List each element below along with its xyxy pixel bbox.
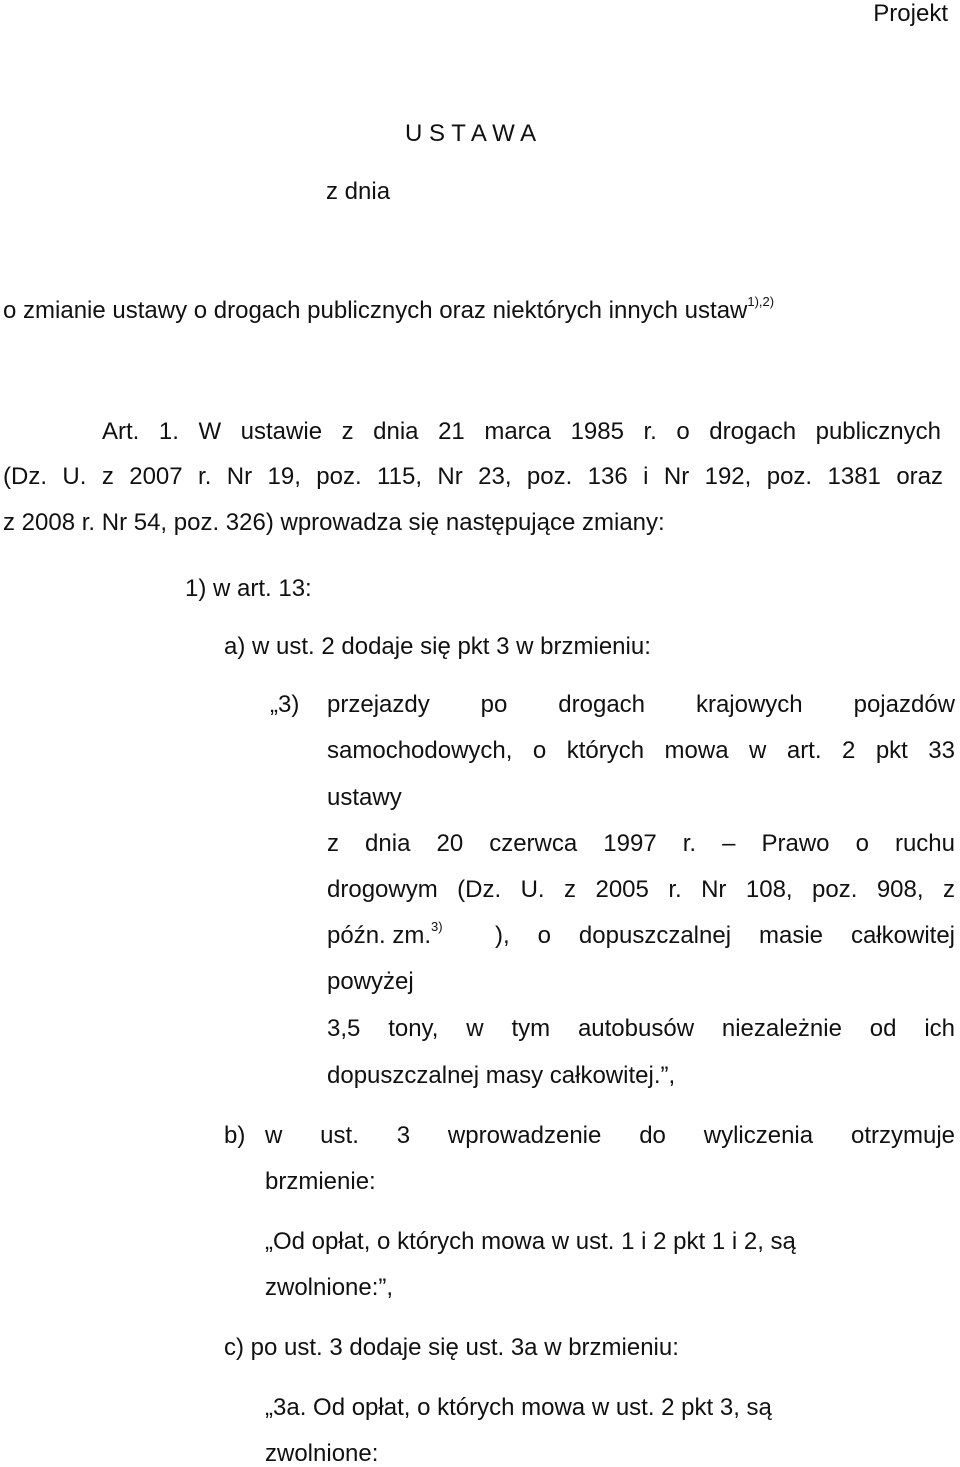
- art1-line3: z 2008 r. Nr 54, poz. 326) wprowadza się następujące zmiany:: [3, 509, 665, 536]
- item-a: a) w ust. 2 dodaje się pkt 3 w brzmieniu:: [224, 633, 651, 660]
- item-a-quote-line4: z dnia 20 czerwca 1997 r. – Prawo o ruchu: [327, 830, 955, 857]
- item-b-label: b): [224, 1122, 246, 1149]
- item-a-quote-line2: samochodowych, o których mowa w art. 2 pkt 33: [327, 737, 955, 764]
- item-a-quote-line5: drogowym (Dz. U. z 2005 r. Nr 108, poz. 908, z: [327, 876, 955, 903]
- point-1: 1) w art. 13:: [185, 575, 312, 602]
- item-b-quote-line1: „Od opłat, o których mowa w ust. 1 i 2 pkt 1 i 2, są: [265, 1228, 796, 1255]
- item-b-line2: brzmienie:: [265, 1168, 376, 1195]
- date-line: z dnia: [326, 178, 391, 205]
- item-a-quote-line8: 3,5 tony, w tym autobusów niezależnie od ich: [327, 1015, 955, 1042]
- document-subject: [3, 294, 775, 324]
- document-title: U S T A W A: [405, 120, 537, 147]
- item-a-quote-line6-end: ), o dopuszczalnej masie całkowitej: [495, 922, 955, 949]
- subject-footnote-ref: 1),2): [747, 294, 775, 309]
- item-a-quote-marker: „3): [270, 691, 300, 718]
- item-a-quote-line6: [327, 919, 955, 949]
- item-c: c) po ust. 3 dodaje się ust. 3a w brzmieniu:: [224, 1334, 679, 1361]
- item-a-footnote-ref: 3): [431, 919, 443, 934]
- art1-line2: (Dz. U. z 2007 r. Nr 19, poz. 115, Nr 23, poz. 136 i Nr 192, poz. 1381 oraz: [3, 463, 943, 490]
- item-c-quote-line2: zwolnione:: [265, 1440, 379, 1467]
- item-a-quote-line9: dopuszczalnej masy całkowitej.”,: [327, 1062, 676, 1089]
- item-b-quote-line2: zwolnione:”,: [265, 1274, 394, 1301]
- item-c-quote-line1: „3a. Od opłat, o których mowa w ust. 2 pkt 3, są: [265, 1394, 772, 1421]
- item-a-quote-line7: powyżej: [327, 968, 414, 995]
- item-a-quote-line3: ustawy: [327, 784, 402, 811]
- item-a-quote-line6-start: [327, 919, 443, 949]
- subject-text: o zmianie ustawy o drogach publicznych oraz niektórych innych ustaw: [3, 297, 748, 324]
- art1-line1: Art. 1. W ustawie z dnia 21 marca 1985 r. o drogach publicznych: [102, 418, 941, 445]
- item-a-abbrev: późn. zm.: [327, 922, 432, 949]
- projekt-label: Projekt: [873, 0, 948, 27]
- item-b-line1: w ust. 3 wprowadzenie do wyliczenia otrzymuje: [265, 1122, 955, 1149]
- item-a-quote-line1: przejazdy po drogach krajowych pojazdów: [327, 691, 955, 718]
